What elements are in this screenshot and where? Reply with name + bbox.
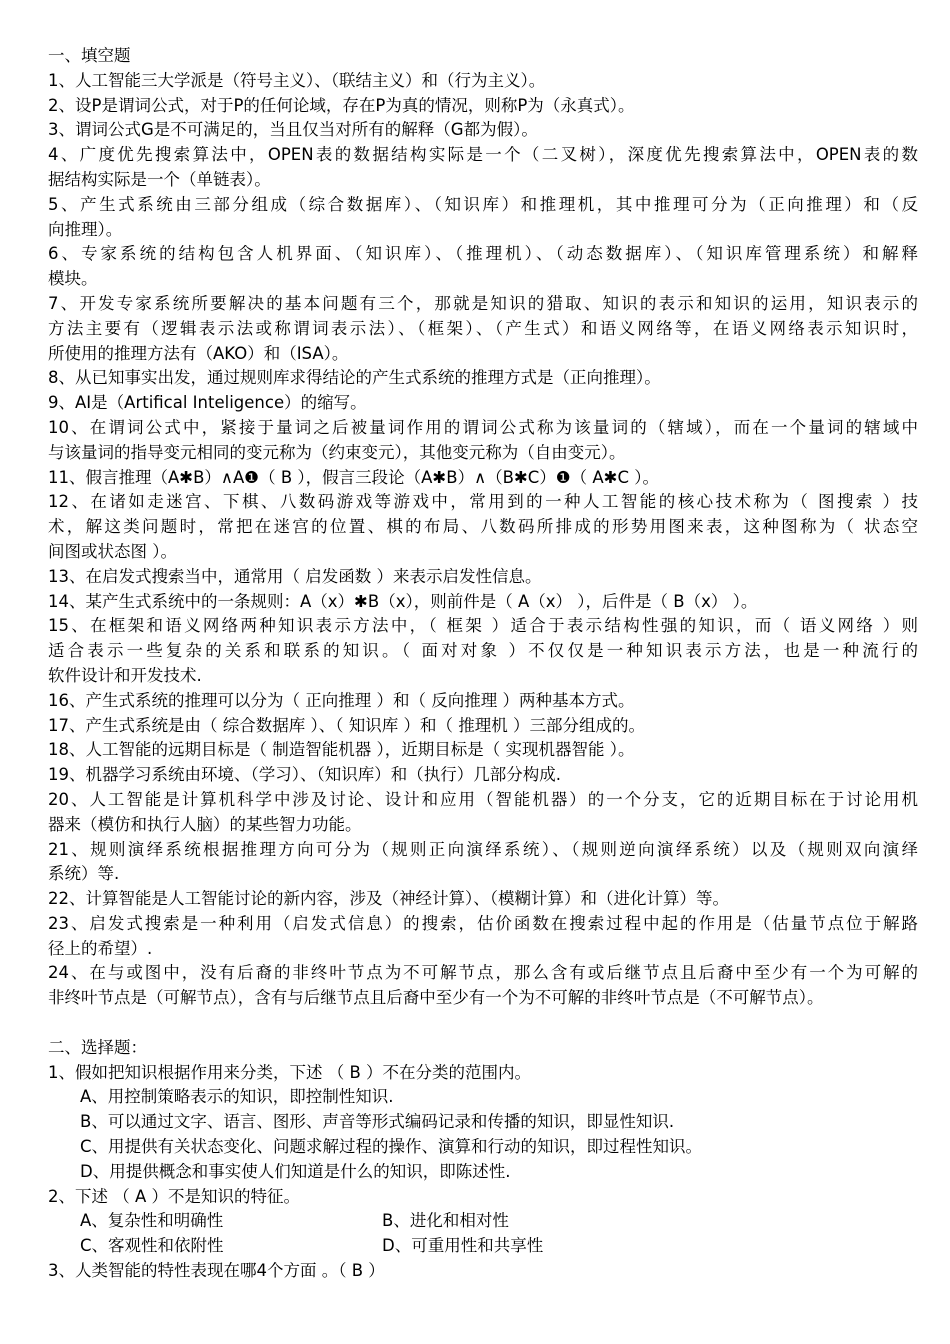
question-15-line-3: 软件设计和开发技术. [48,665,202,685]
section-gap [48,1011,918,1036]
question-7-line-3: 所使用的推理方法有（AKO）和（ISA）。 [48,343,349,363]
question-22: 22、计算智能是人工智能讨论的新内容，涉及（神经计算）、（模糊计算）和（进化计算）等。 [48,889,729,909]
question-13: 13、在启发式搜索当中，通常用（ 启发函数 ）来表示启发性信息。 [48,566,542,586]
question-15-line-1: 15、在框架和语义网络两种知识表示方法中，（ 框架 ）适合于表示结构性强的知识，而（ 语义网络 ）则 [48,616,918,636]
section-title-choice: 二、选择题： [48,1037,147,1057]
question-20-line-2: 器来（模仿和执行人脑）的某些智力功能。 [48,814,362,834]
choice-2-option-a: A、复杂性和明确性 [80,1211,224,1231]
question-18: 18、人工智能的远期目标是（ 制造智能机器 ），近期目标是（ 实现机器智能 ）。 [48,740,635,760]
question-16: 16、产生式系统的推理可以分为（ 正向推理 ）和（ 反向推理 ）两种基本方式。 [48,690,635,710]
question-11: 11、假言推理（A✱B）∧A❶（ B ），假言三段论（A✱B）∧（B✱C）❶（ A✱C ）。 [48,467,659,487]
choice-1-option-d: D、用提供概念和事实使人们知道是什么的知识，即陈述性. [80,1161,511,1181]
choice-1-option-a: A、用控制策略表示的知识，即控制性知识. [80,1087,394,1107]
question-14: 14、某产生式系统中的一条规则：A（x）✱B（x），则前件是（ A（x） ），后件是（ B（x） ）。 [48,591,758,611]
question-17: 17、产生式系统是由（ 综合数据库 ）、（ 知识库 ）和（ 推理机 ）三部分组成的。 [48,715,645,735]
question-8: 8、从已知事实出发，通过规则库求得结论的产生式系统的推理方式是（正向推理）。 [48,368,661,388]
question-21-line-1: 21、规则演绎系统根据推理方向可分为（规则正向演绎系统）、（规则逆向演绎系统）以及（规则双向演绎 [48,839,918,859]
choice-question-1: 1、假如把知识根据作用来分类，下述 （ B ）不在分类的范围内。 [48,1062,532,1082]
question-12-line-2: 术，解这类问题时，常把在迷宫的位置、棋的布局、八数码所排成的形势用图来表，这种图称为（ 状态空 [48,517,918,537]
question-6-line-2: 模块。 [48,269,98,289]
question-9: 9、AI是（Artifical Inteligence）的缩写。 [48,393,367,413]
question-15-line-2: 适合表示一些复杂的关系和联系的知识。（ 面对对象 ）不仅仅是一种知识表示方法，也是一种流行的 [48,641,918,661]
question-2: 2、设P是谓词公式，对于P的任何论域，存在P为真的情况，则称P为（永真式）。 [48,95,635,115]
document-page [48,44,918,1284]
choice-1-option-c: C、用提供有关状态变化、问题求解过程的操作、演算和行动的知识，即过程性知识。 [80,1137,703,1157]
question-21-line-2: 系统）等. [48,864,120,884]
choice-2-option-c: C、客观性和依附性 [80,1236,224,1256]
question-5-line-2: 向推理）。 [48,219,123,239]
question-24-line-2: 非终叶节点是（可解节点），含有与后继节点且后裔中至少有一个为不可解的非终叶节点是（不可解节点）。 [48,988,824,1008]
question-4-line-2: 据结构实际是一个（单链表）。 [48,169,271,189]
choice-2-option-d: D、可重用性和共享性 [382,1236,544,1256]
question-6-line-1: 6、专家系统的结构包含人机界面、（知识库）、（推理机）、（动态数据库）、（知识库管理系统）和解释 [48,244,918,264]
choice-question-2: 2、下述 （ A ）不是知识的特征。 [48,1186,301,1206]
question-5-line-1: 5、产生式系统由三部分组成（综合数据库）、（知识库）和推理机，其中推理可分为（正向推理）和（反 [48,194,918,214]
question-20-line-1: 20、人工智能是计算机科学中涉及讨论、设计和应用（智能机器）的一个分支，它的近期目标在于讨论用机 [48,789,918,809]
question-4-line-1: 4、广度优先搜索算法中，OPEN表的数据结构实际是一个（二叉树），深度优先搜索算法中，OPEN表的数 [48,145,918,165]
question-3: 3、谓词公式G是不可满足的，当且仅当对所有的解释（G都为假）。 [48,120,538,140]
question-1: 1、人工智能三大学派是（符号主义）、（联结主义）和（行为主义）。 [48,70,546,90]
question-19: 19、机器学习系统由环境、（学习）、（知识库）和（执行）几部分构成. [48,765,561,785]
choice-2-option-b: B、进化和相对性 [382,1211,509,1231]
question-23-line-1: 23、启发式搜索是一种利用（启发式信息）的搜索，估价函数在搜索过程中起的作用是（估量节点位于解路 [48,913,918,933]
question-7-line-1: 7、开发专家系统所要解决的基本问题有三个，那就是知识的猎取、知识的表示和知识的运用，知识表示的 [48,293,918,313]
choice-2-options-row-2 [48,1234,918,1259]
question-7-line-2: 方法主要有（逻辑表示法或称谓词表示法）、（框架）、（产生式）和语义网络等，在语义网络表示知识时， [48,318,918,338]
question-10-line-2: 与该量词的指导变元相同的变元称为（约束变元），其他变元称为（自由变元）。 [48,442,626,462]
question-12-line-1: 12、在诸如走迷宫、下棋、八数码游戏等游戏中，常用到的一种人工智能的核心技术称为（ 图搜索 ）技 [48,492,918,512]
choice-2-options-row-1 [48,1209,918,1234]
section-title-fill: 一、填空题 [48,46,131,65]
question-23-line-2: 径上的希望）. [48,938,153,958]
question-24-line-1: 24、在与或图中，没有后裔的非终叶节点为不可解节点，那么含有或后继节点且后裔中至少有一个为可解的 [48,963,918,983]
question-10-line-1: 10、在谓词公式中，紧接于量词之后被量词作用的谓词公式称为该量词的（辖域），而在一个量词的辖域中 [48,417,918,437]
question-12-line-3: 间图或状态图 ）。 [48,541,177,561]
choice-1-option-b: B、可以通过文字、语言、图形、声音等形式编码记录和传播的知识，即显性知识. [80,1112,675,1132]
choice-question-3: 3、人类智能的特性表现在哪4个方面 。（ B ） [48,1261,385,1281]
